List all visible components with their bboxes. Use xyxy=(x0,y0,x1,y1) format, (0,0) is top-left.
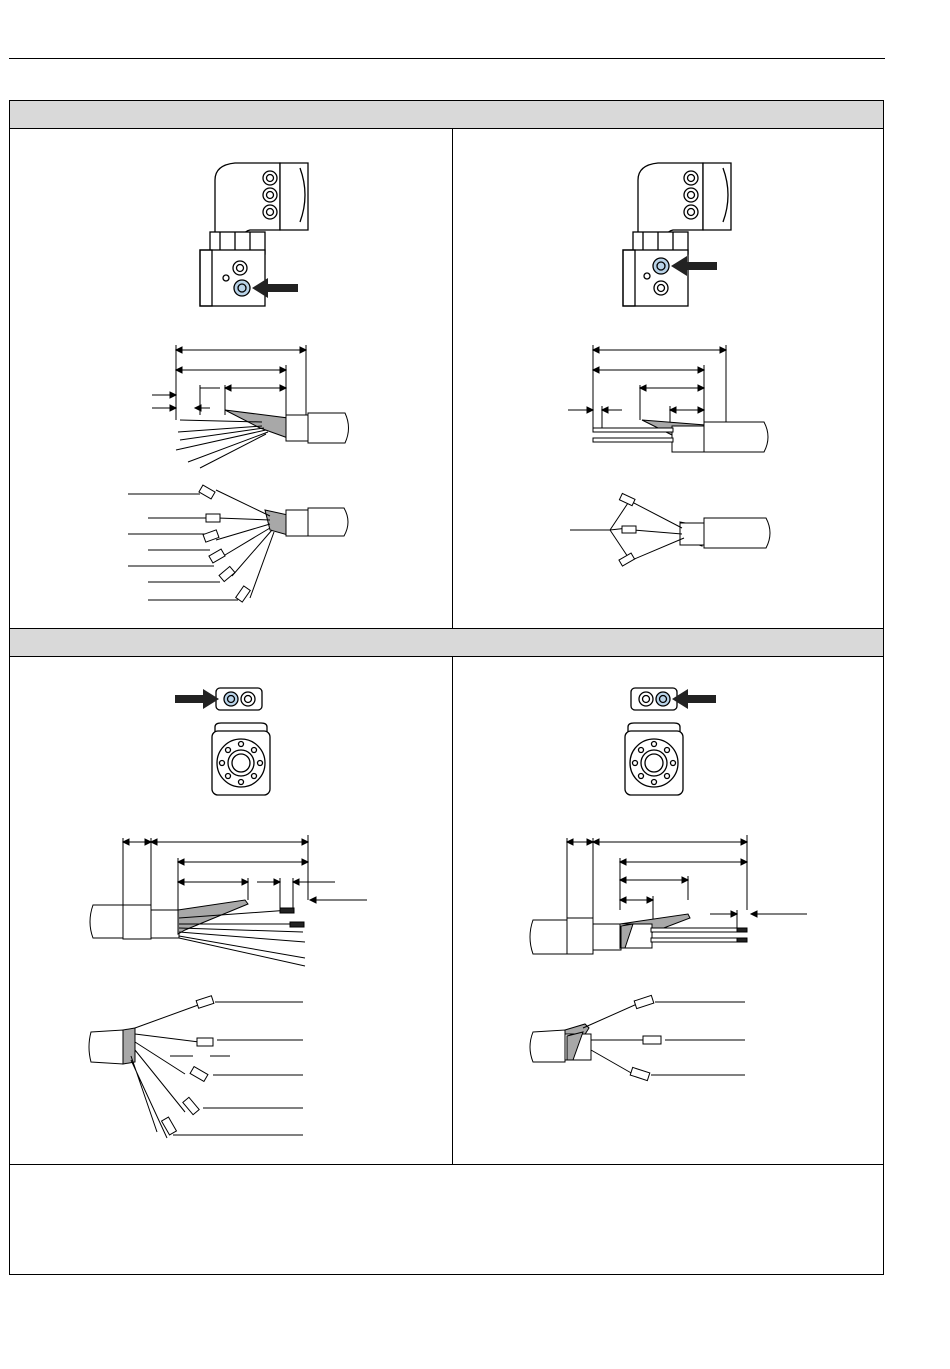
header-rule xyxy=(9,58,885,59)
housing-figure-top-left xyxy=(190,160,320,310)
cable-strip-dimensions-bottom-left xyxy=(85,830,375,975)
section-middle-header xyxy=(10,628,883,657)
cable-strip-dimensions-top-left xyxy=(140,340,370,470)
sensor-housing-bottom-right xyxy=(600,685,730,800)
section-top-header xyxy=(10,101,883,129)
terminated-cable-bottom-left xyxy=(85,990,315,1140)
column-divider-bottom xyxy=(452,656,453,1164)
cable-strip-dimensions-top-right xyxy=(560,340,780,460)
column-divider-top xyxy=(452,128,453,628)
housing-figure-top-right xyxy=(613,160,743,310)
cable-strip-dimensions-bottom-right xyxy=(525,830,815,960)
sensor-housing-bottom-left xyxy=(175,685,285,800)
terminated-cable-top-right xyxy=(570,490,780,580)
terminated-cable-top-left xyxy=(120,480,360,610)
terminated-cable-bottom-right xyxy=(525,990,755,1090)
footer-divider xyxy=(10,1164,883,1165)
